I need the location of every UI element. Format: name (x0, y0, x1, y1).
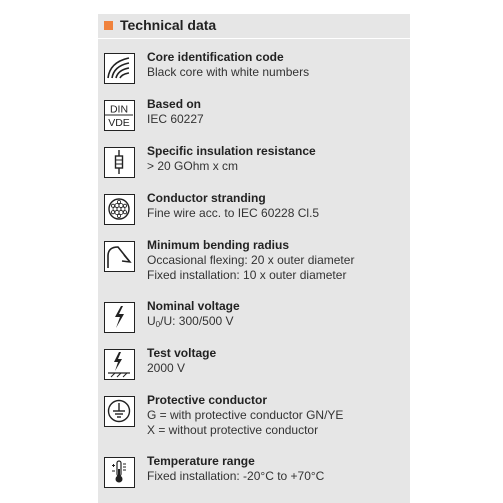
din-vde-icon (104, 100, 135, 131)
resistor-icon (104, 147, 135, 178)
voltage-symbol: U (147, 314, 156, 328)
core-code-icon (104, 53, 135, 84)
spec-value: > 20 GOhm x cm (147, 159, 239, 173)
test-voltage-icon (104, 349, 135, 380)
lightning-icon (104, 302, 135, 333)
ground-icon (104, 396, 135, 427)
spec-value: IEC 60227 (147, 112, 204, 126)
din-label: DIN (109, 103, 129, 116)
vde-label: VDE (108, 117, 130, 129)
voltage-value: /U: 300/500 V (160, 314, 234, 328)
spec-title: Protective conductor (147, 393, 268, 407)
spec-title: Nominal voltage (147, 299, 240, 313)
spec-value: X = without protective conductor (147, 423, 319, 437)
header-accent-square (104, 21, 113, 30)
spec-value: G = with protective conductor GN/YE (147, 408, 344, 422)
technical-data-panel (98, 14, 410, 503)
spec-value: Fixed installation: -20°C to +70°C (147, 469, 325, 483)
spec-title: Core identification code (147, 50, 284, 64)
spec-value: Fine wire acc. to IEC 60228 Cl.5 (147, 206, 320, 220)
spec-value: Black core with white numbers (147, 65, 310, 79)
header-divider (98, 38, 410, 39)
section-title: Technical data (120, 17, 217, 33)
thermometer-icon (104, 457, 135, 488)
spec-title: Minimum bending radius (147, 238, 290, 252)
spec-value: Fixed installation: 10 x outer diameter (147, 268, 347, 282)
spec-value: Occasional flexing: 20 x outer diameter (147, 253, 355, 267)
spec-value (147, 314, 407, 332)
voltage-subscript: 0 (155, 320, 161, 329)
spec-title: Temperature range (147, 454, 255, 468)
spec-title: Based on (147, 97, 202, 111)
bending-radius-icon (104, 241, 135, 272)
spec-title: Test voltage (147, 346, 217, 360)
spec-title: Specific insulation resistance (147, 144, 316, 158)
spec-title: Conductor stranding (147, 191, 266, 205)
section-header (98, 14, 410, 40)
spec-value: 2000 V (147, 361, 186, 375)
conductor-strand-icon (104, 194, 135, 225)
